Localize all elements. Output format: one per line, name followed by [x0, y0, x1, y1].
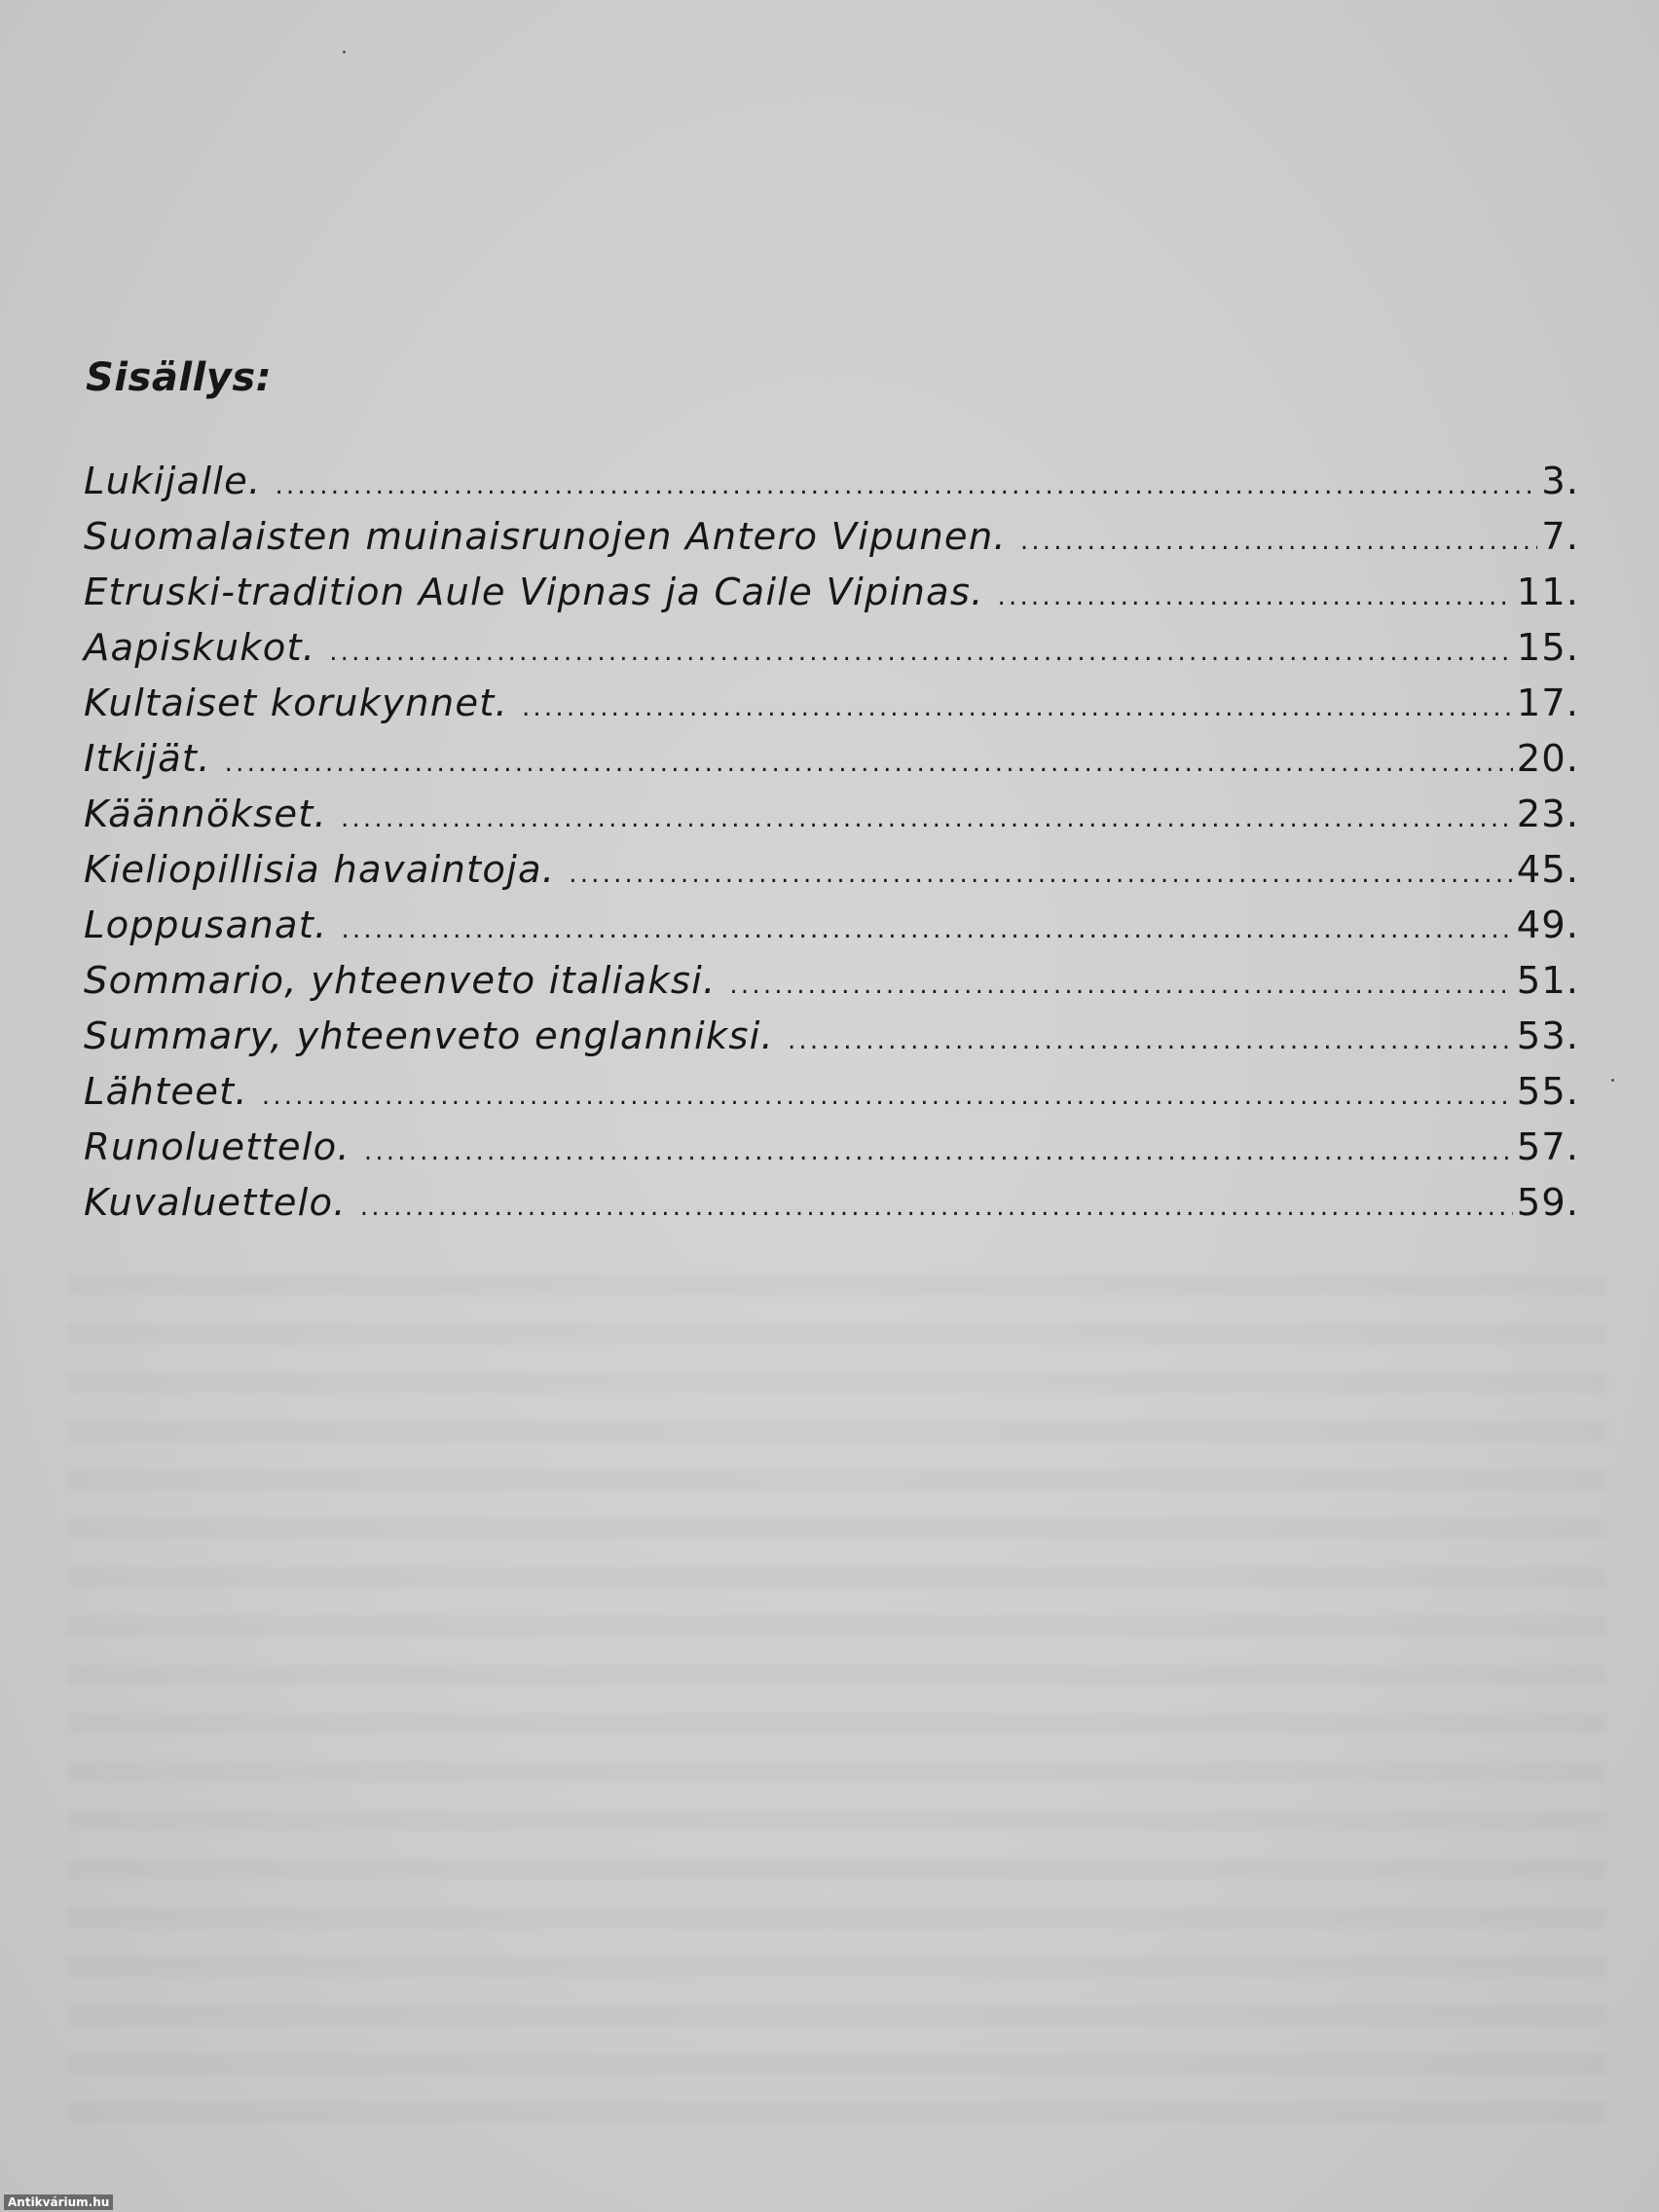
toc-entry-title: Aapiskukot. — [84, 626, 316, 670]
toc-entry — [84, 515, 1579, 571]
toc-entry-title: Suomalaisten muinaisrunojen Antero Vipunen. — [84, 515, 1007, 559]
dot-leader — [998, 582, 1513, 611]
toc-entry-title: Kultaiset korukynnet. — [84, 682, 508, 725]
dot-leader — [341, 804, 1513, 833]
toc-entry-title: Summary, yhteenveto englanniksi. — [84, 1014, 774, 1058]
toc-entry-title: Kieliopillisia havaintoja. — [84, 848, 556, 892]
toc-entry-page: 55. — [1516, 1070, 1579, 1114]
toc-entry — [84, 959, 1579, 1014]
toc-entry-title: Lähteet. — [84, 1070, 248, 1114]
toc-entry-title: Kuvaluettelo. — [84, 1181, 347, 1225]
toc-entry-page: 45. — [1516, 848, 1579, 892]
dot-leader — [364, 1137, 1513, 1166]
toc-entry-page: 51. — [1516, 959, 1579, 1003]
dot-leader — [522, 693, 1513, 722]
toc-entry-page: 17. — [1516, 682, 1579, 725]
toc-entry-page: 23. — [1516, 793, 1579, 836]
toc-entry — [84, 793, 1579, 848]
toc-entry — [84, 848, 1579, 903]
dot-leader — [788, 1026, 1513, 1055]
toc-entry-page: 15. — [1516, 626, 1579, 670]
toc-entry — [84, 903, 1579, 959]
dot-leader — [341, 915, 1512, 944]
toc-entry — [84, 1125, 1579, 1181]
dot-leader — [275, 471, 1537, 500]
toc-entry — [84, 682, 1579, 737]
dot-leader — [225, 749, 1513, 778]
toc-entry-page: 7. — [1541, 515, 1579, 559]
dot-leader — [569, 860, 1513, 889]
dot-leader — [729, 971, 1512, 1000]
toc-entry-page: 11. — [1516, 571, 1579, 614]
table-of-contents — [84, 460, 1579, 1236]
watermark-label: Antikvárium.hu — [4, 2194, 113, 2210]
toc-entry-page: 3. — [1541, 460, 1579, 503]
toc-entry-title: Käännökset. — [84, 793, 327, 836]
toc-entry-title: Lukijalle. — [84, 460, 262, 503]
toc-entry-page: 53. — [1516, 1014, 1579, 1058]
toc-entry-title: Runoluettelo. — [84, 1125, 350, 1169]
toc-entry — [84, 1014, 1579, 1070]
toc-entry — [84, 571, 1579, 626]
dot-leader — [262, 1082, 1513, 1111]
toc-entry-title: Etruski-tradition Aule Vipnas ja Caile Vipinas. — [84, 571, 984, 614]
dust-speck — [1611, 1079, 1614, 1082]
toc-entry-title: Sommario, yhteenveto italiaksi. — [84, 959, 717, 1003]
dust-speck — [343, 51, 346, 54]
toc-entry-page: 20. — [1516, 737, 1579, 781]
dot-leader — [329, 638, 1513, 667]
show-through-text — [68, 1246, 1606, 2122]
toc-entry — [84, 1181, 1579, 1236]
dot-leader — [360, 1193, 1513, 1222]
toc-entry — [84, 460, 1579, 515]
toc-entry — [84, 1070, 1579, 1125]
toc-heading: Sisällys: — [86, 355, 273, 400]
toc-entry-page: 59. — [1516, 1181, 1579, 1225]
toc-entry-page: 49. — [1516, 903, 1579, 947]
toc-entry-title: Loppusanat. — [84, 903, 328, 947]
dot-leader — [1020, 527, 1537, 556]
toc-entry-page: 57. — [1516, 1125, 1579, 1169]
toc-entry — [84, 737, 1579, 793]
toc-entry-title: Itkijät. — [84, 737, 211, 781]
toc-entry — [84, 626, 1579, 682]
